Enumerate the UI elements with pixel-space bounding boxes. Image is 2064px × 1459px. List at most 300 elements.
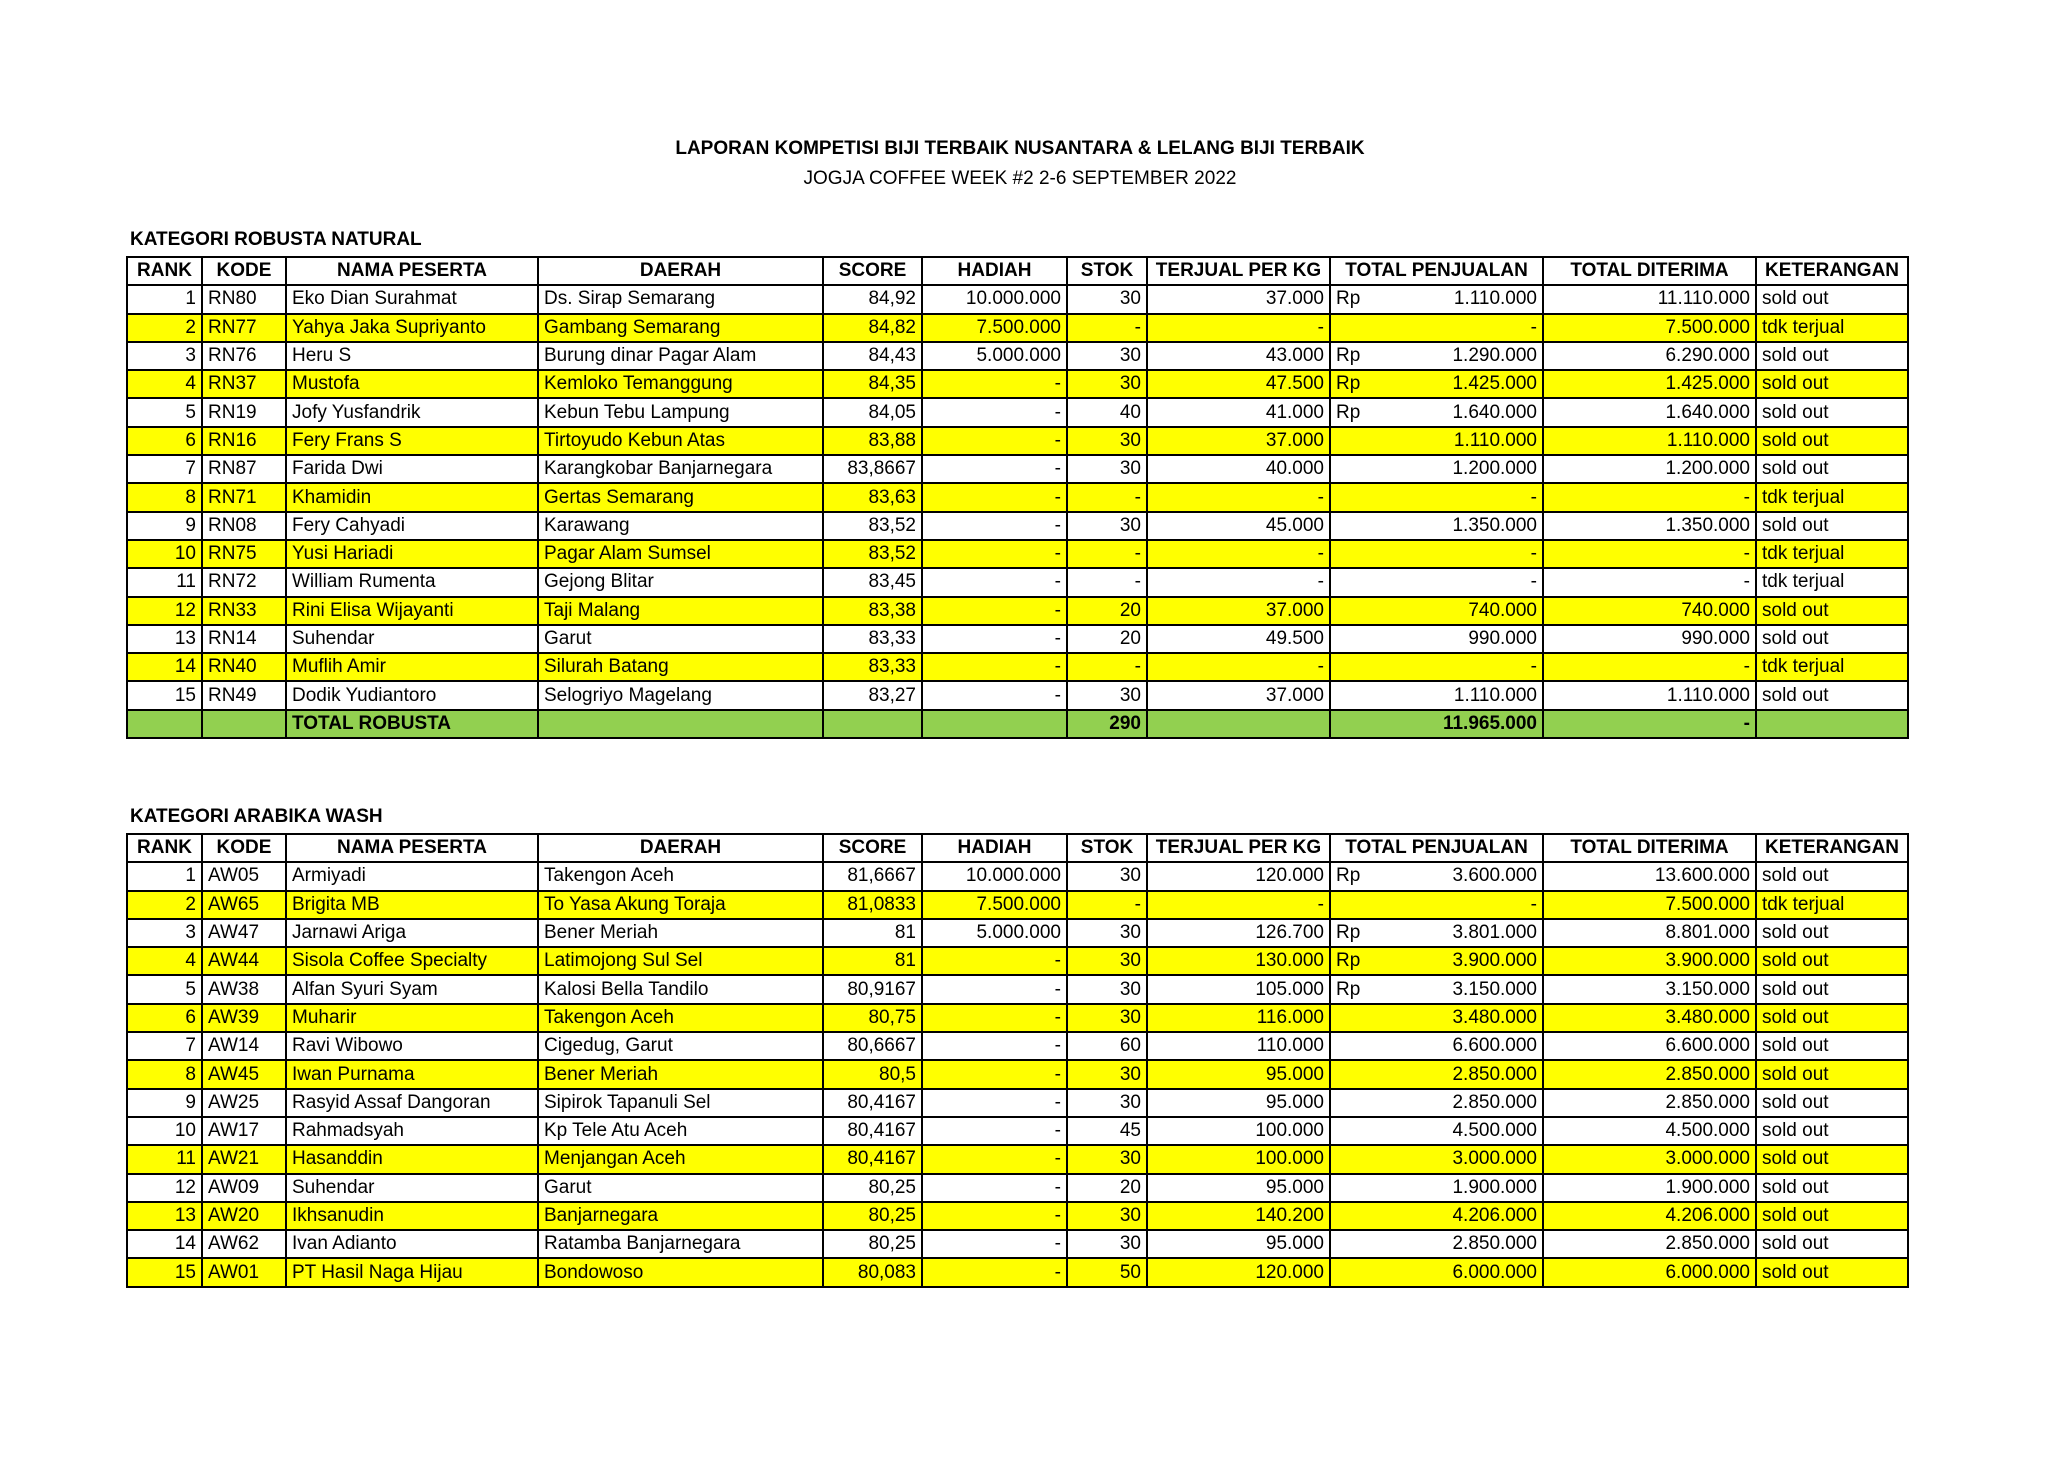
stok-cell: 30 bbox=[1067, 947, 1147, 975]
nama-cell: Hasanddin bbox=[286, 1145, 538, 1173]
terjual-cell: 140.200 bbox=[1147, 1202, 1330, 1230]
diterima-cell: 13.600.000 bbox=[1543, 862, 1756, 890]
terjual-cell: 95.000 bbox=[1147, 1089, 1330, 1117]
daerah-cell: Kemloko Temanggung bbox=[538, 370, 823, 398]
nama-cell: Alfan Syuri Syam bbox=[286, 975, 538, 1003]
daerah-cell: Latimojong Sul Sel bbox=[538, 947, 823, 975]
table-row bbox=[127, 1230, 1908, 1258]
stok-cell: - bbox=[1067, 483, 1147, 511]
currency-label: Rp bbox=[1336, 950, 1361, 972]
score-cell: 80,4167 bbox=[823, 1089, 922, 1117]
score-cell: 83,33 bbox=[823, 625, 922, 653]
nama-cell: William Rumenta bbox=[286, 568, 538, 596]
score-cell: 83,52 bbox=[823, 512, 922, 540]
rank-cell: 10 bbox=[127, 1117, 202, 1145]
terjual-cell: 45.000 bbox=[1147, 512, 1330, 540]
rank-cell: 14 bbox=[127, 1230, 202, 1258]
rank-cell: 5 bbox=[127, 398, 202, 426]
table-row bbox=[127, 919, 1908, 947]
terjual-cell: - bbox=[1147, 540, 1330, 568]
keterangan-cell: tdk terjual bbox=[1756, 483, 1908, 511]
terjual-cell: 37.000 bbox=[1147, 427, 1330, 455]
hadiah-cell: - bbox=[922, 1230, 1067, 1258]
kode-cell: RN77 bbox=[202, 314, 286, 342]
penjualan-cell bbox=[1330, 1032, 1543, 1060]
penjualan-cell bbox=[1330, 342, 1543, 370]
kode-cell: AW25 bbox=[202, 1089, 286, 1117]
score-cell: 81,0833 bbox=[823, 891, 922, 919]
terjual-cell: - bbox=[1147, 891, 1330, 919]
kode-cell: AW65 bbox=[202, 891, 286, 919]
nama-cell: Fery Cahyadi bbox=[286, 512, 538, 540]
table-row bbox=[127, 1174, 1908, 1202]
daerah-cell: Takengon Aceh bbox=[538, 862, 823, 890]
terjual-cell: 49.500 bbox=[1147, 625, 1330, 653]
hadiah-cell: 7.500.000 bbox=[922, 314, 1067, 342]
table-row bbox=[127, 1089, 1908, 1117]
daerah-cell: Burung dinar Pagar Alam bbox=[538, 342, 823, 370]
penjualan-cell bbox=[1330, 625, 1543, 653]
hadiah-cell: - bbox=[922, 1089, 1067, 1117]
rank-cell: 5 bbox=[127, 975, 202, 1003]
score-cell: 80,75 bbox=[823, 1004, 922, 1032]
diterima-cell: 4.500.000 bbox=[1543, 1117, 1756, 1145]
terjual-cell: 95.000 bbox=[1147, 1060, 1330, 1088]
hadiah-cell: 10.000.000 bbox=[922, 862, 1067, 890]
kode-cell: AW44 bbox=[202, 947, 286, 975]
table-header-row bbox=[127, 834, 1908, 862]
penjualan-cell bbox=[1330, 455, 1543, 483]
penjualan-cell bbox=[1330, 891, 1543, 919]
column-header: HADIAH bbox=[922, 834, 1067, 862]
hadiah-cell: - bbox=[922, 681, 1067, 709]
empty-cell bbox=[922, 710, 1067, 738]
score-cell: 83,33 bbox=[823, 653, 922, 681]
keterangan-cell: sold out bbox=[1756, 1174, 1908, 1202]
daerah-cell: Silurah Batang bbox=[538, 653, 823, 681]
column-header: HADIAH bbox=[922, 257, 1067, 285]
kode-cell: RN72 bbox=[202, 568, 286, 596]
penjualan-value: 6.600.000 bbox=[1452, 1035, 1537, 1057]
score-cell: 84,35 bbox=[823, 370, 922, 398]
table-row bbox=[127, 1145, 1908, 1173]
column-header: STOK bbox=[1067, 834, 1147, 862]
nama-cell: Rahmadsyah bbox=[286, 1117, 538, 1145]
column-header: KODE bbox=[202, 834, 286, 862]
kode-cell: RN40 bbox=[202, 653, 286, 681]
column-header: KODE bbox=[202, 257, 286, 285]
rank-cell: 13 bbox=[127, 625, 202, 653]
hadiah-cell: - bbox=[922, 1258, 1067, 1286]
nama-cell: Fery Frans S bbox=[286, 427, 538, 455]
penjualan-cell bbox=[1330, 947, 1543, 975]
penjualan-value: 6.000.000 bbox=[1452, 1261, 1537, 1283]
rank-cell: 9 bbox=[127, 512, 202, 540]
diterima-cell: 1.110.000 bbox=[1543, 681, 1756, 709]
keterangan-cell: sold out bbox=[1756, 625, 1908, 653]
nama-cell: Suhendar bbox=[286, 1174, 538, 1202]
keterangan-cell: sold out bbox=[1756, 1145, 1908, 1173]
column-header: KETERANGAN bbox=[1756, 834, 1908, 862]
diterima-cell: 6.290.000 bbox=[1543, 342, 1756, 370]
rank-cell: 2 bbox=[127, 314, 202, 342]
terjual-cell: - bbox=[1147, 483, 1330, 511]
table-row bbox=[127, 540, 1908, 568]
keterangan-cell: tdk terjual bbox=[1756, 314, 1908, 342]
terjual-cell: - bbox=[1147, 568, 1330, 596]
rank-cell: 12 bbox=[127, 597, 202, 625]
terjual-cell: 43.000 bbox=[1147, 342, 1330, 370]
terjual-cell: 40.000 bbox=[1147, 455, 1330, 483]
penjualan-value: 1.900.000 bbox=[1452, 1176, 1537, 1198]
terjual-cell: 120.000 bbox=[1147, 862, 1330, 890]
kode-cell: AW05 bbox=[202, 862, 286, 890]
table-row bbox=[127, 285, 1908, 313]
kode-cell: AW47 bbox=[202, 919, 286, 947]
diterima-cell: 11.110.000 bbox=[1543, 285, 1756, 313]
rank-cell: 7 bbox=[127, 1032, 202, 1060]
penjualan-value: 1.640.000 bbox=[1452, 401, 1537, 423]
diterima-cell: 3.150.000 bbox=[1543, 975, 1756, 1003]
daerah-cell: Bener Meriah bbox=[538, 1060, 823, 1088]
currency-label: Rp bbox=[1336, 978, 1361, 1000]
table-row bbox=[127, 1258, 1908, 1286]
hadiah-cell: - bbox=[922, 455, 1067, 483]
daerah-cell: Taji Malang bbox=[538, 597, 823, 625]
table-row bbox=[127, 1032, 1908, 1060]
penjualan-value: - bbox=[1530, 316, 1537, 338]
score-cell: 80,9167 bbox=[823, 975, 922, 1003]
report-title: LAPORAN KOMPETISI BIJI TERBAIK NUSANTARA & LELANG BIJI TERBAIK bbox=[675, 138, 1365, 159]
daerah-cell: Kalosi Bella Tandilo bbox=[538, 975, 823, 1003]
daerah-cell: Tirtoyudo Kebun Atas bbox=[538, 427, 823, 455]
daerah-cell: Sipirok Tapanuli Sel bbox=[538, 1089, 823, 1117]
daerah-cell: Bener Meriah bbox=[538, 919, 823, 947]
penjualan-value: 3.801.000 bbox=[1452, 922, 1537, 944]
nama-cell: Mustofa bbox=[286, 370, 538, 398]
terjual-cell: 116.000 bbox=[1147, 1004, 1330, 1032]
penjualan-cell bbox=[1330, 653, 1543, 681]
stok-cell: 30 bbox=[1067, 862, 1147, 890]
stok-cell: - bbox=[1067, 540, 1147, 568]
stok-cell: 50 bbox=[1067, 1258, 1147, 1286]
keterangan-cell: sold out bbox=[1756, 1060, 1908, 1088]
hadiah-cell: - bbox=[922, 597, 1067, 625]
keterangan-cell: tdk terjual bbox=[1756, 540, 1908, 568]
keterangan-cell: tdk terjual bbox=[1756, 568, 1908, 596]
rank-cell: 6 bbox=[127, 1004, 202, 1032]
stok-cell: - bbox=[1067, 314, 1147, 342]
diterima-cell: - bbox=[1543, 653, 1756, 681]
penjualan-cell bbox=[1330, 483, 1543, 511]
rank-cell: 7 bbox=[127, 455, 202, 483]
penjualan-cell bbox=[1330, 1174, 1543, 1202]
table-row bbox=[127, 653, 1908, 681]
keterangan-cell: sold out bbox=[1756, 398, 1908, 426]
keterangan-cell: sold out bbox=[1756, 1202, 1908, 1230]
score-cell: 84,05 bbox=[823, 398, 922, 426]
kode-cell: RN16 bbox=[202, 427, 286, 455]
stok-cell: 30 bbox=[1067, 681, 1147, 709]
nama-cell: Jarnawi Ariga bbox=[286, 919, 538, 947]
stok-cell: 30 bbox=[1067, 1060, 1147, 1088]
empty-cell bbox=[1147, 710, 1330, 738]
rank-cell: 8 bbox=[127, 1060, 202, 1088]
table-row bbox=[127, 947, 1908, 975]
hadiah-cell: - bbox=[922, 512, 1067, 540]
penjualan-value: 3.150.000 bbox=[1452, 978, 1537, 1000]
daerah-cell: Gambang Semarang bbox=[538, 314, 823, 342]
kode-cell: RN19 bbox=[202, 398, 286, 426]
keterangan-cell: sold out bbox=[1756, 947, 1908, 975]
total-penjualan: 11.965.000 bbox=[1330, 710, 1543, 738]
rank-cell: 1 bbox=[127, 862, 202, 890]
hadiah-cell: - bbox=[922, 975, 1067, 1003]
rank-cell: 1 bbox=[127, 285, 202, 313]
terjual-cell: 100.000 bbox=[1147, 1145, 1330, 1173]
penjualan-cell bbox=[1330, 597, 1543, 625]
stok-cell: 45 bbox=[1067, 1117, 1147, 1145]
penjualan-value: 740.000 bbox=[1468, 599, 1537, 621]
penjualan-value: 1.350.000 bbox=[1452, 514, 1537, 536]
terjual-cell: 126.700 bbox=[1147, 919, 1330, 947]
diterima-cell: 2.850.000 bbox=[1543, 1230, 1756, 1258]
keterangan-cell: sold out bbox=[1756, 427, 1908, 455]
penjualan-cell bbox=[1330, 314, 1543, 342]
terjual-cell: 37.000 bbox=[1147, 597, 1330, 625]
stok-cell: 20 bbox=[1067, 625, 1147, 653]
penjualan-cell bbox=[1330, 1117, 1543, 1145]
penjualan-cell bbox=[1330, 1060, 1543, 1088]
table-row bbox=[127, 370, 1908, 398]
terjual-cell: 105.000 bbox=[1147, 975, 1330, 1003]
rank-cell: 3 bbox=[127, 342, 202, 370]
nama-cell: Iwan Purnama bbox=[286, 1060, 538, 1088]
score-cell: 80,25 bbox=[823, 1230, 922, 1258]
keterangan-cell: sold out bbox=[1756, 512, 1908, 540]
diterima-cell: 8.801.000 bbox=[1543, 919, 1756, 947]
stok-cell: 30 bbox=[1067, 342, 1147, 370]
penjualan-cell bbox=[1330, 285, 1543, 313]
diterima-cell: 990.000 bbox=[1543, 625, 1756, 653]
hadiah-cell: 7.500.000 bbox=[922, 891, 1067, 919]
empty-cell bbox=[127, 710, 202, 738]
diterima-cell: - bbox=[1543, 568, 1756, 596]
table-row bbox=[127, 1004, 1908, 1032]
keterangan-cell: sold out bbox=[1756, 597, 1908, 625]
keterangan-cell: sold out bbox=[1756, 455, 1908, 483]
kode-cell: RN75 bbox=[202, 540, 286, 568]
penjualan-value: 3.000.000 bbox=[1452, 1148, 1537, 1170]
penjualan-cell bbox=[1330, 1230, 1543, 1258]
penjualan-value: 1.110.000 bbox=[1453, 288, 1537, 310]
rank-cell: 8 bbox=[127, 483, 202, 511]
kode-cell: AW62 bbox=[202, 1230, 286, 1258]
table-row bbox=[127, 483, 1908, 511]
hadiah-cell: - bbox=[922, 398, 1067, 426]
arabika-table bbox=[126, 833, 1909, 1288]
penjualan-value: 1.110.000 bbox=[1453, 684, 1537, 706]
penjualan-cell bbox=[1330, 512, 1543, 540]
keterangan-cell: sold out bbox=[1756, 862, 1908, 890]
stok-cell: 20 bbox=[1067, 597, 1147, 625]
penjualan-value: 1.200.000 bbox=[1452, 458, 1537, 480]
penjualan-value: 3.600.000 bbox=[1452, 865, 1537, 887]
terjual-cell: - bbox=[1147, 314, 1330, 342]
nama-cell: Rasyid Assaf Dangoran bbox=[286, 1089, 538, 1117]
hadiah-cell: - bbox=[922, 653, 1067, 681]
diterima-cell: 740.000 bbox=[1543, 597, 1756, 625]
column-header: NAMA PESERTA bbox=[286, 834, 538, 862]
stok-cell: 30 bbox=[1067, 1145, 1147, 1173]
score-cell: 83,63 bbox=[823, 483, 922, 511]
table-row bbox=[127, 625, 1908, 653]
nama-cell: Yahya Jaka Supriyanto bbox=[286, 314, 538, 342]
robusta-category-label: KATEGORI ROBUSTA NATURAL bbox=[130, 229, 422, 250]
score-cell: 80,25 bbox=[823, 1202, 922, 1230]
column-header: NAMA PESERTA bbox=[286, 257, 538, 285]
diterima-cell: 1.200.000 bbox=[1543, 455, 1756, 483]
daerah-cell: Karawang bbox=[538, 512, 823, 540]
hadiah-cell: - bbox=[922, 1060, 1067, 1088]
kode-cell: AW21 bbox=[202, 1145, 286, 1173]
nama-cell: Farida Dwi bbox=[286, 455, 538, 483]
table-row bbox=[127, 1060, 1908, 1088]
daerah-cell: Menjangan Aceh bbox=[538, 1145, 823, 1173]
currency-label: Rp bbox=[1336, 922, 1361, 944]
kode-cell: AW45 bbox=[202, 1060, 286, 1088]
penjualan-cell bbox=[1330, 1089, 1543, 1117]
diterima-cell: 6.000.000 bbox=[1543, 1258, 1756, 1286]
stok-cell: 30 bbox=[1067, 975, 1147, 1003]
table-row bbox=[127, 427, 1908, 455]
penjualan-value: 2.850.000 bbox=[1452, 1063, 1537, 1085]
nama-cell: Brigita MB bbox=[286, 891, 538, 919]
rank-cell: 4 bbox=[127, 947, 202, 975]
score-cell: 80,083 bbox=[823, 1258, 922, 1286]
diterima-cell: 4.206.000 bbox=[1543, 1202, 1756, 1230]
stok-cell: 30 bbox=[1067, 370, 1147, 398]
hadiah-cell: - bbox=[922, 1004, 1067, 1032]
table-row bbox=[127, 975, 1908, 1003]
kode-cell: RN87 bbox=[202, 455, 286, 483]
stok-cell: 30 bbox=[1067, 1230, 1147, 1258]
kode-cell: RN08 bbox=[202, 512, 286, 540]
terjual-cell: 37.000 bbox=[1147, 681, 1330, 709]
kode-cell: RN49 bbox=[202, 681, 286, 709]
rank-cell: 14 bbox=[127, 653, 202, 681]
table-row bbox=[127, 891, 1908, 919]
nama-cell: Sisola Coffee Specialty bbox=[286, 947, 538, 975]
diterima-cell: 1.350.000 bbox=[1543, 512, 1756, 540]
rank-cell: 9 bbox=[127, 1089, 202, 1117]
terjual-cell: 110.000 bbox=[1147, 1032, 1330, 1060]
penjualan-cell bbox=[1330, 681, 1543, 709]
terjual-cell: 47.500 bbox=[1147, 370, 1330, 398]
score-cell: 81 bbox=[823, 947, 922, 975]
terjual-cell: 100.000 bbox=[1147, 1117, 1330, 1145]
stok-cell: 30 bbox=[1067, 1004, 1147, 1032]
penjualan-cell bbox=[1330, 1258, 1543, 1286]
keterangan-cell: sold out bbox=[1756, 1032, 1908, 1060]
diterima-cell: 3.480.000 bbox=[1543, 1004, 1756, 1032]
empty-cell bbox=[538, 710, 823, 738]
kode-cell: RN14 bbox=[202, 625, 286, 653]
stok-cell: - bbox=[1067, 653, 1147, 681]
column-header: TOTAL DITERIMA bbox=[1543, 834, 1756, 862]
daerah-cell: Karangkobar Banjarnegara bbox=[538, 455, 823, 483]
penjualan-value: - bbox=[1530, 571, 1537, 593]
score-cell: 83,45 bbox=[823, 568, 922, 596]
nama-cell: Heru S bbox=[286, 342, 538, 370]
penjualan-value: 4.500.000 bbox=[1452, 1120, 1537, 1142]
nama-cell: Ikhsanudin bbox=[286, 1202, 538, 1230]
score-cell: 83,88 bbox=[823, 427, 922, 455]
nama-cell: Muflih Amir bbox=[286, 653, 538, 681]
hadiah-cell: - bbox=[922, 947, 1067, 975]
report-subtitle: JOGJA COFFEE WEEK #2 2-6 SEPTEMBER 2022 bbox=[803, 168, 1237, 189]
diterima-cell: 3.900.000 bbox=[1543, 947, 1756, 975]
daerah-cell: Gertas Semarang bbox=[538, 483, 823, 511]
keterangan-cell: tdk terjual bbox=[1756, 653, 1908, 681]
kode-cell: AW01 bbox=[202, 1258, 286, 1286]
keterangan-cell: sold out bbox=[1756, 1117, 1908, 1145]
table-row bbox=[127, 1117, 1908, 1145]
stok-cell: 30 bbox=[1067, 1089, 1147, 1117]
column-header: TOTAL PENJUALAN bbox=[1330, 257, 1543, 285]
score-cell: 81 bbox=[823, 919, 922, 947]
nama-cell: Armiyadi bbox=[286, 862, 538, 890]
currency-label: Rp bbox=[1336, 345, 1361, 367]
diterima-cell: - bbox=[1543, 540, 1756, 568]
column-header: TOTAL DITERIMA bbox=[1543, 257, 1756, 285]
rank-cell: 12 bbox=[127, 1174, 202, 1202]
stok-cell: 30 bbox=[1067, 427, 1147, 455]
table-header-row bbox=[127, 257, 1908, 285]
penjualan-value: 2.850.000 bbox=[1452, 1091, 1537, 1113]
column-header: RANK bbox=[127, 834, 202, 862]
stok-cell: 30 bbox=[1067, 919, 1147, 947]
keterangan-cell: sold out bbox=[1756, 285, 1908, 313]
penjualan-cell bbox=[1330, 1202, 1543, 1230]
keterangan-cell: sold out bbox=[1756, 370, 1908, 398]
score-cell: 80,6667 bbox=[823, 1032, 922, 1060]
score-cell: 80,4167 bbox=[823, 1145, 922, 1173]
rank-cell: 11 bbox=[127, 1145, 202, 1173]
terjual-cell: 120.000 bbox=[1147, 1258, 1330, 1286]
table-row bbox=[127, 455, 1908, 483]
rank-cell: 6 bbox=[127, 427, 202, 455]
nama-cell: Dodik Yudiantoro bbox=[286, 681, 538, 709]
daerah-cell: Pagar Alam Sumsel bbox=[538, 540, 823, 568]
penjualan-cell bbox=[1330, 975, 1543, 1003]
table-row bbox=[127, 314, 1908, 342]
rank-cell: 2 bbox=[127, 891, 202, 919]
column-header: SCORE bbox=[823, 834, 922, 862]
empty-cell bbox=[1756, 710, 1908, 738]
stok-cell: 30 bbox=[1067, 455, 1147, 483]
daerah-cell: Kebun Tebu Lampung bbox=[538, 398, 823, 426]
terjual-cell: 37.000 bbox=[1147, 285, 1330, 313]
score-cell: 83,52 bbox=[823, 540, 922, 568]
total-label: TOTAL ROBUSTA bbox=[286, 710, 538, 738]
rank-cell: 4 bbox=[127, 370, 202, 398]
penjualan-cell bbox=[1330, 862, 1543, 890]
terjual-cell: 95.000 bbox=[1147, 1230, 1330, 1258]
diterima-cell: 2.850.000 bbox=[1543, 1089, 1756, 1117]
nama-cell: Ravi Wibowo bbox=[286, 1032, 538, 1060]
keterangan-cell: tdk terjual bbox=[1756, 891, 1908, 919]
